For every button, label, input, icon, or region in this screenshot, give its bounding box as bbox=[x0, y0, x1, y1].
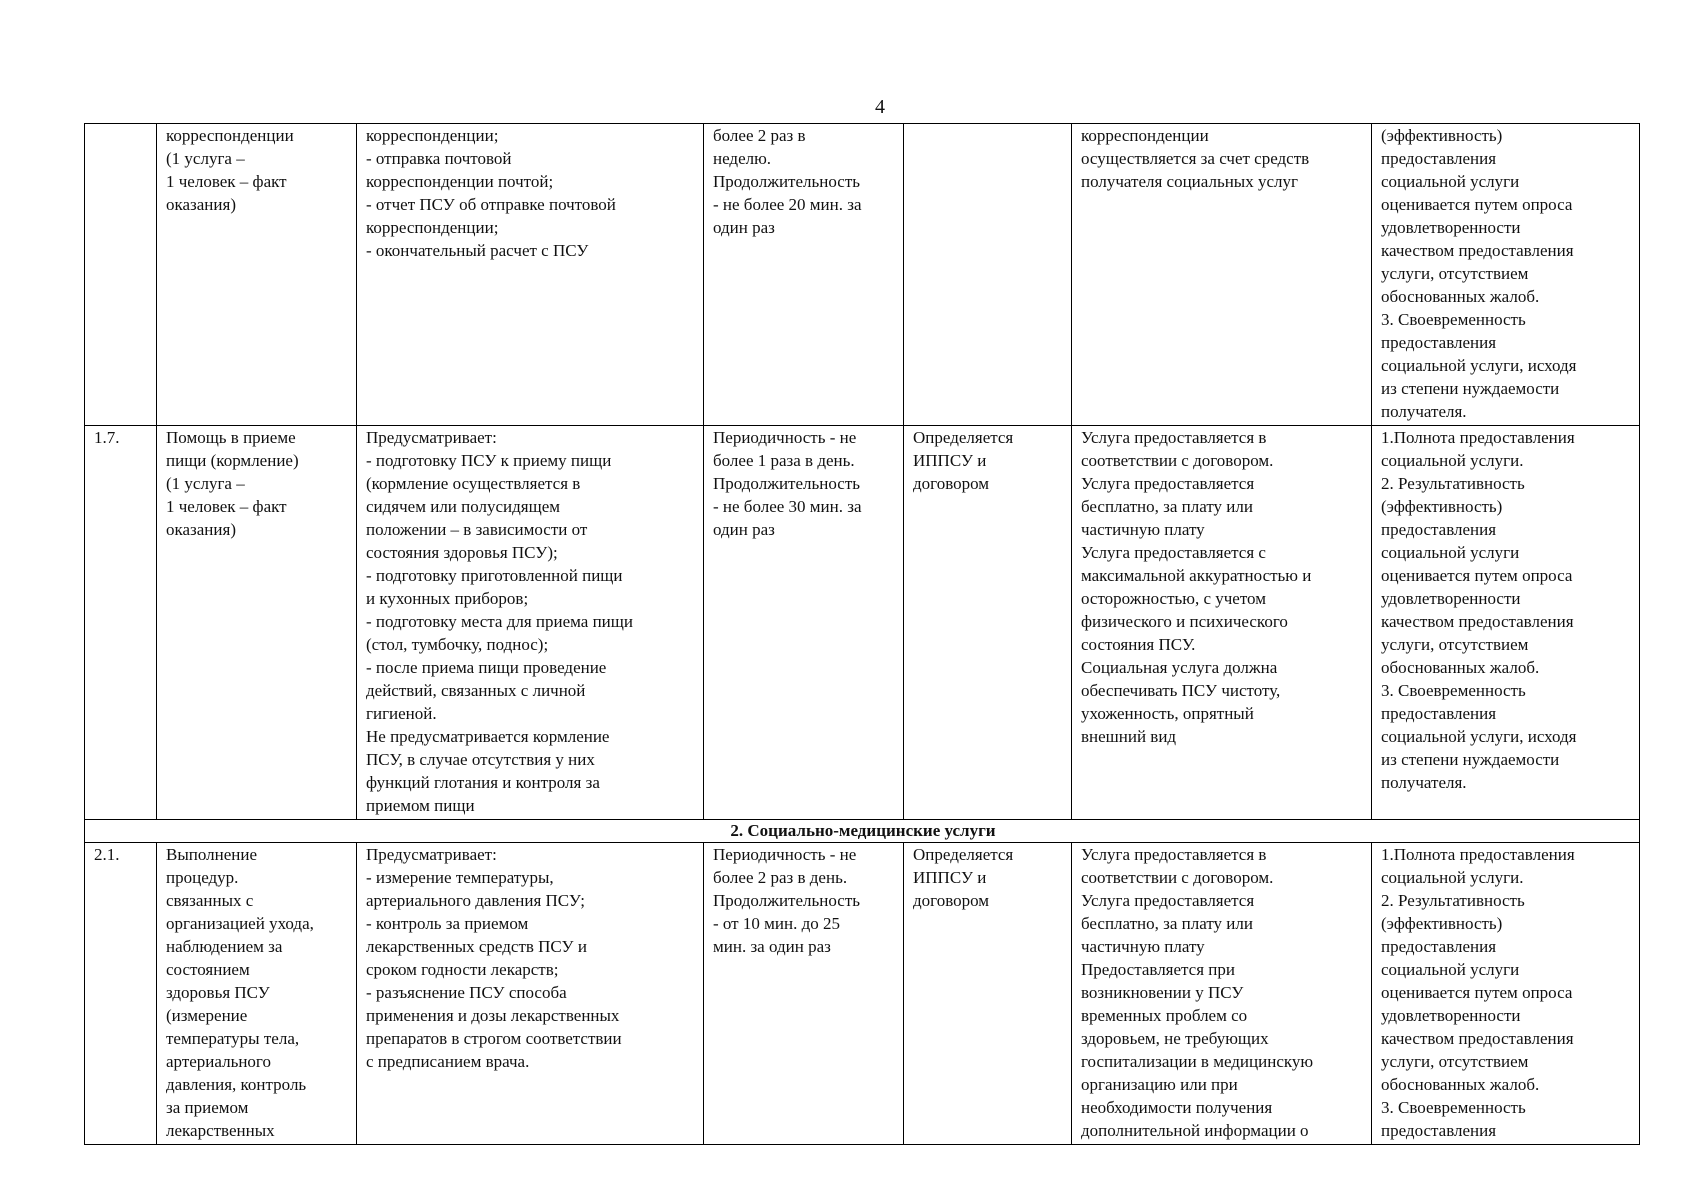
cell-line: более 2 раз в день. bbox=[713, 868, 848, 887]
cell-line: оценивается путем опроса bbox=[1381, 566, 1573, 585]
cell-line: 1 человек – факт bbox=[166, 172, 287, 191]
cell-line: ПСУ, в случае отсутствия у них bbox=[366, 750, 595, 769]
table-row bbox=[85, 124, 1640, 426]
cell-line: предоставления bbox=[1381, 333, 1497, 352]
cell-line: договором bbox=[913, 891, 990, 910]
service-cost-cell bbox=[904, 124, 1072, 426]
cell-line: Услуга предоставляется bbox=[1081, 891, 1255, 910]
table-row bbox=[85, 843, 1640, 1145]
cell-line: Периодичность - не bbox=[713, 428, 857, 447]
cell-line: Продолжительность bbox=[713, 474, 860, 493]
cell-line: процедур. bbox=[166, 868, 239, 887]
cell-line: оказания) bbox=[166, 520, 236, 539]
service-content-cell bbox=[357, 124, 704, 426]
cell-line: более 2 раз в bbox=[713, 126, 806, 145]
cell-line: 3. Своевременность bbox=[1381, 681, 1526, 700]
cell-line: пищи (кормление) bbox=[166, 451, 299, 470]
cell-line: - отчет ПСУ об отправке почтовой bbox=[366, 195, 616, 214]
cell-line: организацию или при bbox=[1081, 1075, 1238, 1094]
cell-line: связанных с bbox=[166, 891, 254, 910]
cell-line: обоснованных жалоб. bbox=[1381, 1075, 1540, 1094]
cell-line: соответствии с договором. bbox=[1081, 451, 1274, 470]
cell-line: 2. Результативность bbox=[1381, 891, 1525, 910]
cell-line: качеством предоставления bbox=[1381, 612, 1574, 631]
cell-line: обоснованных жалоб. bbox=[1381, 658, 1540, 677]
cell-line: лекарственных bbox=[166, 1121, 275, 1140]
cell-line: удовлетворенности bbox=[1381, 218, 1521, 237]
cell-line: из степени нуждаемости bbox=[1381, 379, 1560, 398]
cell-line: сроком годности лекарств; bbox=[366, 960, 559, 979]
row-number-cell: 2.1. bbox=[85, 843, 157, 1145]
cell-line: действий, связанных с личной bbox=[366, 681, 586, 700]
cell-line: предоставления bbox=[1381, 520, 1497, 539]
cell-line: ухоженность, опрятный bbox=[1081, 704, 1254, 723]
cell-line: корреспонденции; bbox=[366, 126, 499, 145]
cell-line: мин. за один раз bbox=[713, 937, 831, 956]
cell-line: качеством предоставления bbox=[1381, 1029, 1574, 1048]
cell-line: организацией ухода, bbox=[166, 914, 314, 933]
cell-line: Социальная услуга должна bbox=[1081, 658, 1278, 677]
cell-line: предоставления bbox=[1381, 937, 1497, 956]
cell-line: предоставления bbox=[1381, 1121, 1497, 1140]
service-criteria-cell bbox=[1372, 124, 1640, 426]
service-name-cell bbox=[157, 124, 357, 426]
cell-line: - разъяснение ПСУ способа bbox=[366, 983, 567, 1002]
service-content-cell bbox=[357, 426, 704, 820]
cell-line: Услуга предоставляется с bbox=[1081, 543, 1266, 562]
service-name-cell bbox=[157, 843, 357, 1145]
service-timing-cell bbox=[704, 124, 904, 426]
cell-line: приемом пищи bbox=[366, 796, 475, 815]
cell-line: частичную плату bbox=[1081, 937, 1205, 956]
cell-line: получателя. bbox=[1381, 402, 1467, 421]
cell-line: наблюдением за bbox=[166, 937, 283, 956]
services-table bbox=[84, 123, 1640, 1145]
cell-line: температуры тела, bbox=[166, 1029, 300, 1048]
cell-line: предоставления bbox=[1381, 149, 1497, 168]
cell-line: социальной услуги. bbox=[1381, 868, 1524, 887]
cell-line: Периодичность - не bbox=[713, 845, 857, 864]
cell-line: социальной услуги, исходя bbox=[1381, 727, 1577, 746]
cell-line: (эффективность) bbox=[1381, 497, 1503, 516]
cell-line: социальной услуги, исходя bbox=[1381, 356, 1577, 375]
cell-line: функций глотания и контроля за bbox=[366, 773, 600, 792]
cell-line: социальной услуги bbox=[1381, 172, 1520, 191]
service-cost-cell bbox=[904, 843, 1072, 1145]
cell-line: обоснованных жалоб. bbox=[1381, 287, 1540, 306]
cell-line: Услуга предоставляется в bbox=[1081, 428, 1267, 447]
cell-line: осуществляется за счет средств bbox=[1081, 149, 1310, 168]
row-number-cell bbox=[85, 124, 157, 426]
cell-line: - от 10 мин. до 25 bbox=[713, 914, 840, 933]
cell-line: Определяется bbox=[913, 428, 1014, 447]
cell-line: Услуга предоставляется bbox=[1081, 474, 1255, 493]
cell-line: осторожностью, с учетом bbox=[1081, 589, 1266, 608]
service-timing-cell bbox=[704, 843, 904, 1145]
cell-line: здоровьем, не требующих bbox=[1081, 1029, 1269, 1048]
service-content-cell bbox=[357, 843, 704, 1145]
cell-line: предоставления bbox=[1381, 704, 1497, 723]
cell-line: 2. Результативность bbox=[1381, 474, 1525, 493]
cell-line: - подготовку места для приема пищи bbox=[366, 612, 633, 631]
cell-line: - не более 30 мин. за bbox=[713, 497, 862, 516]
row-number-cell: 1.7. bbox=[85, 426, 157, 820]
cell-line: Услуга предоставляется в bbox=[1081, 845, 1267, 864]
cell-line: применения и дозы лекарственных bbox=[366, 1006, 620, 1025]
service-name-cell bbox=[157, 426, 357, 820]
cell-line: состояния здоровья ПСУ); bbox=[366, 543, 558, 562]
cell-line: более 1 раза в день. bbox=[713, 451, 855, 470]
cell-line: состояния ПСУ. bbox=[1081, 635, 1196, 654]
cell-line: 1.Полнота предоставления bbox=[1381, 845, 1575, 864]
cell-line: корреспонденции почтой; bbox=[366, 172, 554, 191]
cell-line: Предусматривает: bbox=[366, 428, 497, 447]
cell-line: 3. Своевременность bbox=[1381, 310, 1526, 329]
cell-line: услуги, отсутствием bbox=[1381, 1052, 1529, 1071]
cell-line: оценивается путем опроса bbox=[1381, 983, 1573, 1002]
cell-line: получателя социальных услуг bbox=[1081, 172, 1298, 191]
cell-line: - после приема пищи проведение bbox=[366, 658, 607, 677]
cell-line: необходимости получения bbox=[1081, 1098, 1273, 1117]
cell-line: (эффективность) bbox=[1381, 914, 1503, 933]
cell-line: артериального давления ПСУ; bbox=[366, 891, 586, 910]
cell-line: здоровья ПСУ bbox=[166, 983, 270, 1002]
section-header-row bbox=[85, 820, 1640, 843]
cell-line: - измерение температуры, bbox=[366, 868, 554, 887]
cell-line: (1 услуга – bbox=[166, 474, 245, 493]
cell-line: (эффективность) bbox=[1381, 126, 1503, 145]
cell-line: - подготовку приготовленной пищи bbox=[366, 566, 623, 585]
cell-line: (1 услуга – bbox=[166, 149, 245, 168]
cell-line: внешний вид bbox=[1081, 727, 1177, 746]
cell-line: с предписанием врача. bbox=[366, 1052, 530, 1071]
cell-line: артериального bbox=[166, 1052, 271, 1071]
cell-line: Продолжительность bbox=[713, 891, 860, 910]
cell-line: социальной услуги bbox=[1381, 543, 1520, 562]
cell-line: - окончательный расчет с ПСУ bbox=[366, 241, 589, 260]
cell-line: сидячем или полусидящем bbox=[366, 497, 561, 516]
cell-line: препаратов в строгом соответствии bbox=[366, 1029, 622, 1048]
cell-line: временных проблем со bbox=[1081, 1006, 1248, 1025]
cell-line: Определяется bbox=[913, 845, 1014, 864]
cell-line: давления, контроль bbox=[166, 1075, 307, 1094]
cell-line: качеством предоставления bbox=[1381, 241, 1574, 260]
service-conditions-cell bbox=[1072, 124, 1372, 426]
cell-line: неделю. bbox=[713, 149, 772, 168]
cell-line: услуги, отсутствием bbox=[1381, 635, 1529, 654]
service-conditions-cell bbox=[1072, 843, 1372, 1145]
cell-line: ИППСУ и bbox=[913, 868, 987, 887]
cell-line: бесплатно, за плату или bbox=[1081, 914, 1253, 933]
cell-line: и кухонных приборов; bbox=[366, 589, 529, 608]
cell-line: Предусматривает: bbox=[366, 845, 497, 864]
cell-line: за приемом bbox=[166, 1098, 249, 1117]
service-timing-cell bbox=[704, 426, 904, 820]
cell-line: (стол, тумбочку, поднос); bbox=[366, 635, 549, 654]
cell-line: 1.Полнота предоставления bbox=[1381, 428, 1575, 447]
cell-line: один раз bbox=[713, 520, 775, 539]
table-row bbox=[85, 426, 1640, 820]
cell-line: Не предусматривается кормление bbox=[366, 727, 610, 746]
cell-line: лекарственных средств ПСУ и bbox=[366, 937, 587, 956]
cell-line: оценивается путем опроса bbox=[1381, 195, 1573, 214]
cell-line: - отправка почтовой bbox=[366, 149, 512, 168]
cell-line: ИППСУ и bbox=[913, 451, 987, 470]
cell-line: Помощь в приеме bbox=[166, 428, 296, 447]
cell-line: - не более 20 мин. за bbox=[713, 195, 862, 214]
cell-line: обеспечивать ПСУ чистоту, bbox=[1081, 681, 1281, 700]
cell-line: (измерение bbox=[166, 1006, 248, 1025]
cell-line: гигиеной. bbox=[366, 704, 437, 723]
cell-line: - подготовку ПСУ к приему пищи bbox=[366, 451, 612, 470]
cell-line: (кормление осуществляется в bbox=[366, 474, 581, 493]
cell-line: удовлетворенности bbox=[1381, 589, 1521, 608]
cell-line: получателя. bbox=[1381, 773, 1467, 792]
service-criteria-cell bbox=[1372, 843, 1640, 1145]
cell-line: состоянием bbox=[166, 960, 250, 979]
service-criteria-cell bbox=[1372, 426, 1640, 820]
cell-line: удовлетворенности bbox=[1381, 1006, 1521, 1025]
section-title: 2. Социально-медицинские услуги bbox=[85, 820, 1640, 843]
cell-line: договором bbox=[913, 474, 990, 493]
cell-line: - контроль за приемом bbox=[366, 914, 529, 933]
cell-line: 3. Своевременность bbox=[1381, 1098, 1526, 1117]
cell-line: максимальной аккуратностью и bbox=[1081, 566, 1312, 585]
cell-line: частичную плату bbox=[1081, 520, 1205, 539]
service-cost-cell bbox=[904, 426, 1072, 820]
cell-line: корреспонденции bbox=[166, 126, 294, 145]
cell-line: социальной услуги bbox=[1381, 960, 1520, 979]
cell-line: из степени нуждаемости bbox=[1381, 750, 1560, 769]
cell-line: госпитализации в медицинскую bbox=[1081, 1052, 1314, 1071]
cell-line: возникновении у ПСУ bbox=[1081, 983, 1244, 1002]
page-number: 4 bbox=[875, 96, 885, 118]
service-conditions-cell bbox=[1072, 426, 1372, 820]
cell-line: положении – в зависимости от bbox=[366, 520, 588, 539]
cell-line: бесплатно, за плату или bbox=[1081, 497, 1253, 516]
cell-line: социальной услуги. bbox=[1381, 451, 1524, 470]
cell-line: корреспонденции; bbox=[366, 218, 499, 237]
cell-line: услуги, отсутствием bbox=[1381, 264, 1529, 283]
cell-line: физического и психического bbox=[1081, 612, 1288, 631]
cell-line: оказания) bbox=[166, 195, 236, 214]
cell-line: 1 человек – факт bbox=[166, 497, 287, 516]
cell-line: корреспонденции bbox=[1081, 126, 1209, 145]
cell-line: соответствии с договором. bbox=[1081, 868, 1274, 887]
cell-line: Выполнение bbox=[166, 845, 258, 864]
cell-line: один раз bbox=[713, 218, 775, 237]
cell-line: Предоставляется при bbox=[1081, 960, 1235, 979]
cell-line: Продолжительность bbox=[713, 172, 860, 191]
cell-line: дополнительной информации о bbox=[1081, 1121, 1309, 1140]
